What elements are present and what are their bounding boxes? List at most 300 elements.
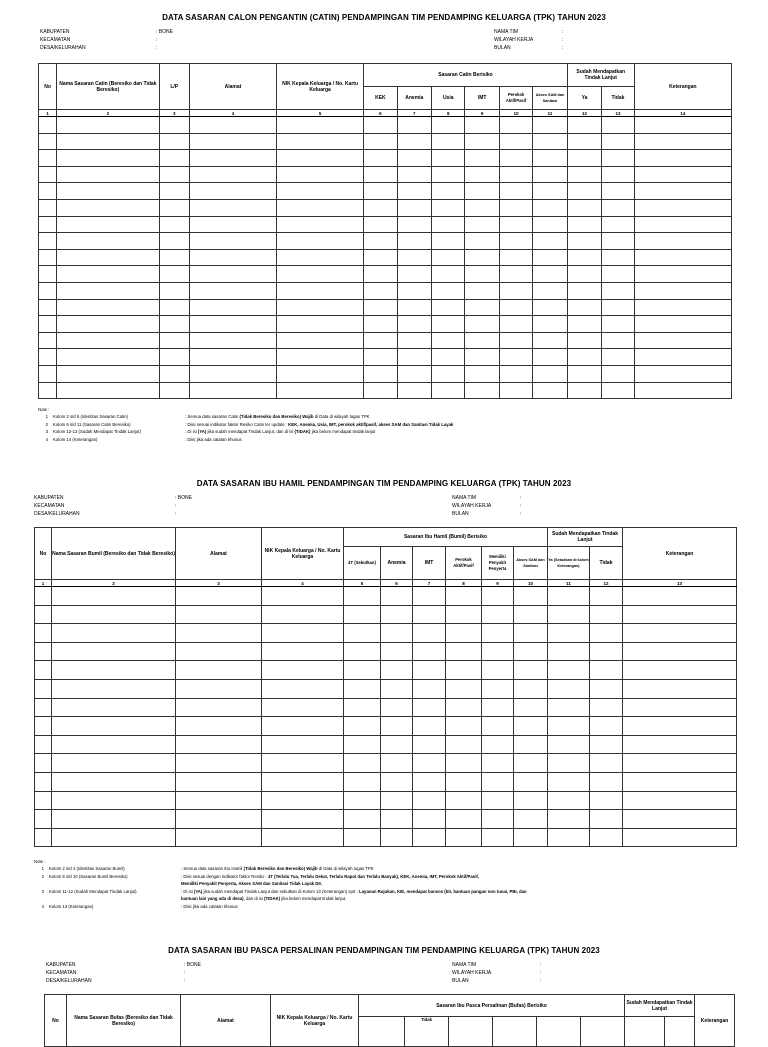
table-cell[interactable] — [567, 183, 601, 200]
table-cell[interactable] — [602, 316, 634, 333]
table-cell[interactable] — [364, 166, 397, 183]
table-cell[interactable] — [35, 587, 52, 606]
table-cell[interactable] — [533, 166, 568, 183]
table-cell[interactable] — [176, 735, 262, 754]
table-cell[interactable] — [499, 233, 532, 250]
table-cell[interactable] — [499, 266, 532, 283]
table-cell[interactable] — [413, 810, 446, 829]
table-cell[interactable] — [57, 299, 159, 316]
table-cell[interactable] — [465, 349, 499, 366]
table-cell[interactable] — [446, 642, 482, 661]
table-cell[interactable] — [189, 233, 276, 250]
table-cell[interactable] — [602, 249, 634, 266]
table-cell[interactable] — [52, 605, 176, 624]
table-cell[interactable] — [482, 791, 514, 810]
table-cell[interactable] — [397, 299, 431, 316]
table-cell[interactable] — [446, 679, 482, 698]
table-cell[interactable] — [432, 166, 465, 183]
table-cell[interactable] — [590, 642, 623, 661]
table-cell[interactable] — [567, 249, 601, 266]
table-cell[interactable] — [446, 587, 482, 606]
table-cell[interactable] — [465, 332, 499, 349]
table-cell[interactable] — [57, 233, 159, 250]
table-cell[interactable] — [432, 133, 465, 150]
table-cell[interactable] — [567, 382, 601, 399]
table-cell[interactable] — [381, 624, 413, 643]
table-cell[interactable] — [39, 166, 57, 183]
table-cell[interactable] — [623, 605, 737, 624]
table-cell[interactable] — [189, 183, 276, 200]
table-cell[interactable] — [482, 735, 514, 754]
table-cell[interactable] — [465, 282, 499, 299]
table-cell[interactable] — [189, 282, 276, 299]
table-cell[interactable] — [548, 828, 590, 847]
table-cell[interactable] — [57, 166, 159, 183]
table-cell[interactable] — [499, 299, 532, 316]
table-cell[interactable] — [499, 365, 532, 382]
table-cell[interactable] — [548, 624, 590, 643]
table-cell[interactable] — [567, 133, 601, 150]
table-cell[interactable] — [514, 605, 548, 624]
table-cell[interactable] — [397, 316, 431, 333]
table-cell[interactable] — [189, 299, 276, 316]
table-cell[interactable] — [159, 382, 189, 399]
table-cell[interactable] — [432, 199, 465, 216]
table-cell[interactable] — [548, 735, 590, 754]
table-cell[interactable] — [499, 166, 532, 183]
table-cell[interactable] — [262, 735, 344, 754]
table-cell[interactable] — [567, 150, 601, 167]
table-cell[interactable] — [623, 735, 737, 754]
table-cell[interactable] — [39, 183, 57, 200]
table-cell[interactable] — [602, 365, 634, 382]
table-cell[interactable] — [52, 754, 176, 773]
table-cell[interactable] — [364, 117, 397, 134]
table-cell[interactable] — [277, 150, 364, 167]
table-cell[interactable] — [262, 772, 344, 791]
table-cell[interactable] — [465, 117, 499, 134]
table-cell[interactable] — [159, 266, 189, 283]
table-cell[interactable] — [482, 661, 514, 680]
table-cell[interactable] — [176, 679, 262, 698]
table-cell[interactable] — [465, 316, 499, 333]
table-cell[interactable] — [159, 199, 189, 216]
table-cell[interactable] — [189, 332, 276, 349]
table-cell[interactable] — [277, 199, 364, 216]
table-cell[interactable] — [432, 216, 465, 233]
table-cell[interactable] — [176, 810, 262, 829]
table-cell[interactable] — [413, 587, 446, 606]
table-cell[interactable] — [262, 828, 344, 847]
table-cell[interactable] — [381, 661, 413, 680]
table-cell[interactable] — [634, 199, 731, 216]
table-cell[interactable] — [364, 133, 397, 150]
table-cell[interactable] — [634, 183, 731, 200]
table-cell[interactable] — [533, 299, 568, 316]
table-cell[interactable] — [567, 282, 601, 299]
table-cell[interactable] — [548, 754, 590, 773]
table-cell[interactable] — [52, 717, 176, 736]
table-cell[interactable] — [602, 332, 634, 349]
table-cell[interactable] — [567, 117, 601, 134]
table-cell[interactable] — [413, 754, 446, 773]
table-cell[interactable] — [262, 698, 344, 717]
table-cell[interactable] — [57, 199, 159, 216]
table-cell[interactable] — [623, 754, 737, 773]
table-cell[interactable] — [159, 133, 189, 150]
table-cell[interactable] — [381, 587, 413, 606]
table-cell[interactable] — [277, 117, 364, 134]
table-cell[interactable] — [634, 216, 731, 233]
table-cell[interactable] — [482, 587, 514, 606]
table-cell[interactable] — [262, 661, 344, 680]
table-cell[interactable] — [364, 249, 397, 266]
table-cell[interactable] — [514, 661, 548, 680]
table-cell[interactable] — [189, 316, 276, 333]
table-cell[interactable] — [499, 316, 532, 333]
table-cell[interactable] — [413, 698, 446, 717]
table-cell[interactable] — [52, 624, 176, 643]
table-cell[interactable] — [57, 382, 159, 399]
table-cell[interactable] — [176, 772, 262, 791]
table-cell[interactable] — [277, 216, 364, 233]
table-cell[interactable] — [364, 316, 397, 333]
table-cell[interactable] — [364, 150, 397, 167]
table-cell[interactable] — [57, 150, 159, 167]
table-cell[interactable] — [533, 266, 568, 283]
table-cell[interactable] — [159, 349, 189, 366]
table-cell[interactable] — [52, 810, 176, 829]
table-cell[interactable] — [567, 199, 601, 216]
table-cell[interactable] — [432, 332, 465, 349]
table-cell[interactable] — [35, 754, 52, 773]
table-cell[interactable] — [590, 735, 623, 754]
table-cell[interactable] — [39, 233, 57, 250]
table-cell[interactable] — [602, 166, 634, 183]
table-cell[interactable] — [413, 624, 446, 643]
table-cell[interactable] — [602, 150, 634, 167]
table-cell[interactable] — [57, 365, 159, 382]
table-cell[interactable] — [176, 605, 262, 624]
table-cell[interactable] — [446, 772, 482, 791]
table-cell[interactable] — [364, 382, 397, 399]
table-cell[interactable] — [39, 199, 57, 216]
table-cell[interactable] — [634, 166, 731, 183]
table-cell[interactable] — [39, 316, 57, 333]
table-cell[interactable] — [602, 183, 634, 200]
table-cell[interactable] — [533, 199, 568, 216]
table-cell[interactable] — [39, 282, 57, 299]
table-cell[interactable] — [446, 754, 482, 773]
table-cell[interactable] — [262, 605, 344, 624]
table-cell[interactable] — [35, 810, 52, 829]
table-cell[interactable] — [533, 249, 568, 266]
table-cell[interactable] — [514, 679, 548, 698]
table-cell[interactable] — [189, 150, 276, 167]
table-cell[interactable] — [432, 249, 465, 266]
table-cell[interactable] — [277, 282, 364, 299]
table-cell[interactable] — [189, 166, 276, 183]
table-cell[interactable] — [432, 349, 465, 366]
table-cell[interactable] — [623, 698, 737, 717]
table-cell[interactable] — [381, 828, 413, 847]
table-cell[interactable] — [634, 382, 731, 399]
table-cell[interactable] — [432, 316, 465, 333]
table-cell[interactable] — [533, 117, 568, 134]
table-cell[interactable] — [567, 316, 601, 333]
table-cell[interactable] — [413, 642, 446, 661]
table-cell[interactable] — [590, 791, 623, 810]
table-cell[interactable] — [381, 698, 413, 717]
table-cell[interactable] — [623, 587, 737, 606]
table-cell[interactable] — [514, 772, 548, 791]
table-cell[interactable] — [413, 605, 446, 624]
table-cell[interactable] — [57, 282, 159, 299]
table-cell[interactable] — [446, 698, 482, 717]
table-cell[interactable] — [397, 266, 431, 283]
table-cell[interactable] — [159, 150, 189, 167]
table-cell[interactable] — [432, 365, 465, 382]
table-cell[interactable] — [548, 698, 590, 717]
table-cell[interactable] — [548, 587, 590, 606]
table-cell[interactable] — [262, 791, 344, 810]
table-cell[interactable] — [344, 698, 381, 717]
table-cell[interactable] — [590, 679, 623, 698]
table-cell[interactable] — [262, 810, 344, 829]
table-cell[interactable] — [634, 365, 731, 382]
table-cell[interactable] — [176, 587, 262, 606]
table-cell[interactable] — [189, 199, 276, 216]
table-cell[interactable] — [499, 183, 532, 200]
table-cell[interactable] — [602, 299, 634, 316]
table-cell[interactable] — [602, 199, 634, 216]
table-cell[interactable] — [364, 349, 397, 366]
table-cell[interactable] — [590, 772, 623, 791]
table-cell[interactable] — [39, 349, 57, 366]
table-cell[interactable] — [277, 249, 364, 266]
table-cell[interactable] — [381, 679, 413, 698]
table-cell[interactable] — [567, 299, 601, 316]
table-cell[interactable] — [548, 810, 590, 829]
table-cell[interactable] — [482, 828, 514, 847]
table-cell[interactable] — [39, 382, 57, 399]
table-cell[interactable] — [446, 661, 482, 680]
table-cell[interactable] — [623, 828, 737, 847]
table-cell[interactable] — [446, 605, 482, 624]
table-cell[interactable] — [39, 249, 57, 266]
table-cell[interactable] — [397, 332, 431, 349]
table-cell[interactable] — [277, 299, 364, 316]
table-cell[interactable] — [567, 233, 601, 250]
table-cell[interactable] — [57, 332, 159, 349]
table-cell[interactable] — [159, 117, 189, 134]
table-cell[interactable] — [176, 624, 262, 643]
table-cell[interactable] — [499, 382, 532, 399]
table-cell[interactable] — [634, 117, 731, 134]
table-cell[interactable] — [189, 249, 276, 266]
table-cell[interactable] — [57, 349, 159, 366]
table-cell[interactable] — [35, 661, 52, 680]
table-cell[interactable] — [514, 642, 548, 661]
table-cell[interactable] — [57, 117, 159, 134]
table-cell[interactable] — [159, 216, 189, 233]
table-cell[interactable] — [344, 717, 381, 736]
table-cell[interactable] — [52, 791, 176, 810]
table-cell[interactable] — [602, 117, 634, 134]
table-cell[interactable] — [482, 810, 514, 829]
table-cell[interactable] — [623, 810, 737, 829]
table-cell[interactable] — [634, 266, 731, 283]
table-cell[interactable] — [432, 150, 465, 167]
table-cell[interactable] — [364, 233, 397, 250]
table-cell[interactable] — [35, 624, 52, 643]
table-cell[interactable] — [397, 150, 431, 167]
table-cell[interactable] — [413, 772, 446, 791]
table-cell[interactable] — [52, 828, 176, 847]
table-cell[interactable] — [277, 349, 364, 366]
table-cell[interactable] — [344, 587, 381, 606]
table-cell[interactable] — [446, 717, 482, 736]
table-cell[interactable] — [499, 199, 532, 216]
table-cell[interactable] — [381, 810, 413, 829]
table-cell[interactable] — [39, 117, 57, 134]
table-cell[interactable] — [548, 679, 590, 698]
table-cell[interactable] — [189, 133, 276, 150]
table-cell[interactable] — [482, 698, 514, 717]
table-cell[interactable] — [52, 698, 176, 717]
table-cell[interactable] — [159, 365, 189, 382]
table-cell[interactable] — [344, 679, 381, 698]
table-cell[interactable] — [397, 349, 431, 366]
table-cell[interactable] — [39, 150, 57, 167]
table-cell[interactable] — [189, 216, 276, 233]
table-cell[interactable] — [344, 661, 381, 680]
table-cell[interactable] — [57, 249, 159, 266]
table-cell[interactable] — [482, 642, 514, 661]
table-cell[interactable] — [35, 828, 52, 847]
table-cell[interactable] — [623, 642, 737, 661]
table-cell[interactable] — [548, 772, 590, 791]
table-cell[interactable] — [397, 166, 431, 183]
table-cell[interactable] — [39, 216, 57, 233]
table-cell[interactable] — [57, 133, 159, 150]
table-cell[interactable] — [533, 365, 568, 382]
table-cell[interactable] — [465, 150, 499, 167]
table-cell[interactable] — [465, 382, 499, 399]
table-cell[interactable] — [602, 382, 634, 399]
table-cell[interactable] — [548, 661, 590, 680]
table-cell[interactable] — [590, 661, 623, 680]
table-cell[interactable] — [634, 233, 731, 250]
table-cell[interactable] — [533, 282, 568, 299]
table-cell[interactable] — [432, 266, 465, 283]
table-cell[interactable] — [52, 661, 176, 680]
table-cell[interactable] — [52, 642, 176, 661]
table-cell[interactable] — [277, 382, 364, 399]
table-cell[interactable] — [567, 266, 601, 283]
table-cell[interactable] — [465, 266, 499, 283]
table-cell[interactable] — [277, 332, 364, 349]
table-cell[interactable] — [590, 754, 623, 773]
table-cell[interactable] — [623, 791, 737, 810]
table-cell[interactable] — [446, 624, 482, 643]
table-cell[interactable] — [499, 133, 532, 150]
table-cell[interactable] — [189, 266, 276, 283]
table-cell[interactable] — [35, 605, 52, 624]
table-cell[interactable] — [499, 150, 532, 167]
table-cell[interactable] — [397, 249, 431, 266]
table-cell[interactable] — [590, 605, 623, 624]
table-cell[interactable] — [262, 754, 344, 773]
table-cell[interactable] — [634, 332, 731, 349]
table-cell[interactable] — [567, 365, 601, 382]
table-cell[interactable] — [567, 349, 601, 366]
table-cell[interactable] — [446, 810, 482, 829]
table-cell[interactable] — [634, 349, 731, 366]
table-cell[interactable] — [514, 735, 548, 754]
table-cell[interactable] — [397, 382, 431, 399]
table-cell[interactable] — [52, 679, 176, 698]
table-cell[interactable] — [35, 735, 52, 754]
table-cell[interactable] — [623, 772, 737, 791]
table-cell[interactable] — [590, 587, 623, 606]
table-cell[interactable] — [344, 772, 381, 791]
table-cell[interactable] — [634, 299, 731, 316]
table-cell[interactable] — [344, 735, 381, 754]
table-cell[interactable] — [482, 605, 514, 624]
table-cell[interactable] — [567, 216, 601, 233]
table-cell[interactable] — [533, 233, 568, 250]
table-cell[interactable] — [397, 233, 431, 250]
table-cell[interactable] — [623, 679, 737, 698]
table-cell[interactable] — [465, 365, 499, 382]
table-cell[interactable] — [482, 679, 514, 698]
table-cell[interactable] — [176, 661, 262, 680]
table-cell[interactable] — [262, 717, 344, 736]
table-cell[interactable] — [533, 316, 568, 333]
table-cell[interactable] — [277, 183, 364, 200]
table-cell[interactable] — [397, 365, 431, 382]
table-cell[interactable] — [159, 183, 189, 200]
table-cell[interactable] — [548, 605, 590, 624]
table-cell[interactable] — [159, 282, 189, 299]
table-cell[interactable] — [381, 642, 413, 661]
table-cell[interactable] — [39, 365, 57, 382]
table-cell[interactable] — [465, 166, 499, 183]
table-cell[interactable] — [52, 587, 176, 606]
table-cell[interactable] — [52, 772, 176, 791]
table-cell[interactable] — [364, 266, 397, 283]
table-cell[interactable] — [623, 661, 737, 680]
table-cell[interactable] — [413, 679, 446, 698]
table-cell[interactable] — [413, 661, 446, 680]
table-cell[interactable] — [482, 624, 514, 643]
table-cell[interactable] — [602, 282, 634, 299]
table-cell[interactable] — [634, 249, 731, 266]
table-cell[interactable] — [381, 605, 413, 624]
table-cell[interactable] — [364, 183, 397, 200]
table-cell[interactable] — [39, 332, 57, 349]
table-cell[interactable] — [381, 754, 413, 773]
table-cell[interactable] — [514, 828, 548, 847]
table-cell[interactable] — [590, 698, 623, 717]
table-cell[interactable] — [602, 349, 634, 366]
table-cell[interactable] — [344, 624, 381, 643]
table-cell[interactable] — [514, 810, 548, 829]
table-cell[interactable] — [189, 349, 276, 366]
table-cell[interactable] — [634, 133, 731, 150]
table-cell[interactable] — [39, 299, 57, 316]
